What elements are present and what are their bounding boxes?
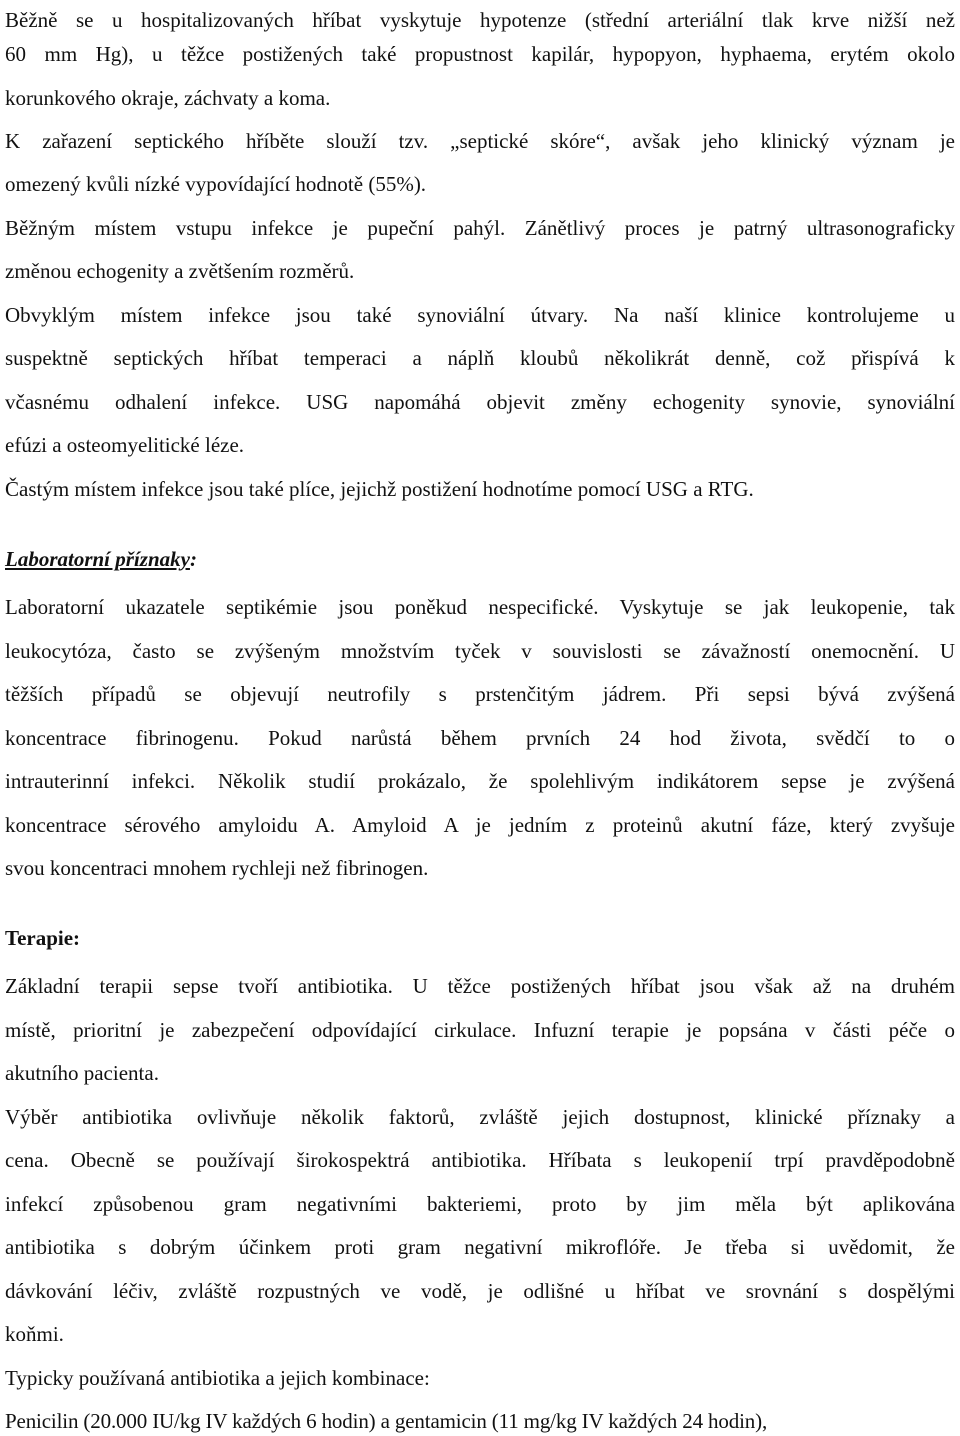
text-line: efúzi a osteomyelitické léze. xyxy=(5,433,245,457)
text-line: včasnému odhalení infekce. USG napomáhá objevit změny echogenity synovie, synoviální xyxy=(5,390,955,414)
text-line: infekcí způsobenou gram negativními bakteriemi, proto by jim měla být aplikována xyxy=(5,1192,955,1216)
text-line: cena. Obecně se používají širokospektrá antibiotika. Hříbata s leukopenií trpí pravděpodobně xyxy=(5,1148,955,1172)
text-line: těžších případů se objevují neutrofily s prstenčitým jádrem. Při sepsi bývá zvýšená xyxy=(5,682,955,706)
text-line: dávkování léčiv, zvláště rozpustných ve vodě, je odlišné u hříbat ve srovnání s dospělými xyxy=(5,1279,955,1303)
text-line: akutního pacienta. xyxy=(5,1061,159,1085)
text-line: koncentrace sérového amyloidu A. Amyloid A je jedním z proteinů akutní fáze, který zvyšuje xyxy=(5,813,955,837)
section-heading-therapy: Terapie: xyxy=(5,926,81,950)
text-line: koncentrace fibrinogenu. Pokud narůstá během prvních 24 hod života, svědčí to o xyxy=(5,726,955,750)
text-line: změnou echogenity a zvětšením rozměrů. xyxy=(5,259,355,283)
lab-heading-text: Laboratorní příznaky xyxy=(5,547,190,571)
section-heading-lab xyxy=(5,544,955,574)
text-line: 60 mm Hg), u těžce postižených také propustnost kapilár, hypopyon, hyphaema, erytém okolo xyxy=(5,42,955,66)
text-line: Častým místem infekce jsou také plíce, jejichž postižení hodnotíme pomocí USG a RTG. xyxy=(5,477,754,501)
text-line: Typicky používaná antibiotika a jejich kombinace: xyxy=(5,1366,430,1390)
text-line: svou koncentraci mnohem rychleji než fibrinogen. xyxy=(5,856,429,880)
text-line: antibiotika s dobrým účinkem proti gram negativní mikroflóře. Je třeba si uvědomit, že xyxy=(5,1235,955,1259)
text-line: korunkového okraje, záchvaty a koma. xyxy=(5,86,331,110)
text-line: Běžně se u hospitalizovaných hříbat vyskytuje hypotenze (střední arteriální tlak krve nižší než xyxy=(5,8,955,32)
text-line: Základní terapii sepse tvoří antibiotika. U těžce postižených hříbat jsou však až na druhém xyxy=(5,974,955,998)
text-line: leukocytóza, často se zvýšeným množstvím tyček v souvislosti se závažností onemocnění. U xyxy=(5,639,955,663)
text-line: intrauterinní infekci. Několik studií prokázalo, že spolehlivým indikátorem sepse je zvýšená xyxy=(5,769,955,793)
text-line: Laboratorní ukazatele septikémie jsou poněkud nespecifické. Vyskytuje se jak leukopenie, tak xyxy=(5,595,955,619)
text-line: koňmi. xyxy=(5,1322,64,1346)
text-line: Obvyklým místem infekce jsou také synoviální útvary. Na naší klinice kontrolujeme u xyxy=(5,303,955,327)
text-line: suspektně septických hříbat temperaci a náplň kloubů několikrát denně, což přispívá k xyxy=(5,346,955,370)
text-line: místě, prioritní je zabezpečení odpovídající cirkulace. Infuzní terapie je popsána v části péče o xyxy=(5,1018,955,1042)
text-line: Penicilin (20.000 IU/kg IV každých 6 hodin) a gentamicin (11 mg/kg IV každých 24 hodin), xyxy=(5,1409,768,1433)
text-line: K zařazení septického hříběte slouží tzv. „septické skóre“, avšak jeho klinický význam je xyxy=(5,129,955,153)
text-line: Výběr antibiotika ovlivňuje několik faktorů, zvláště jejich dostupnost, klinické příznaky a xyxy=(5,1105,955,1129)
lab-heading-colon: : xyxy=(189,547,197,571)
text-line: Běžným místem vstupu infekce je pupeční pahýl. Zánětlivý proces je patrný ultrasonograficky xyxy=(5,216,955,240)
text-line: omezený kvůli nízké vypovídající hodnotě (55%). xyxy=(5,172,427,196)
